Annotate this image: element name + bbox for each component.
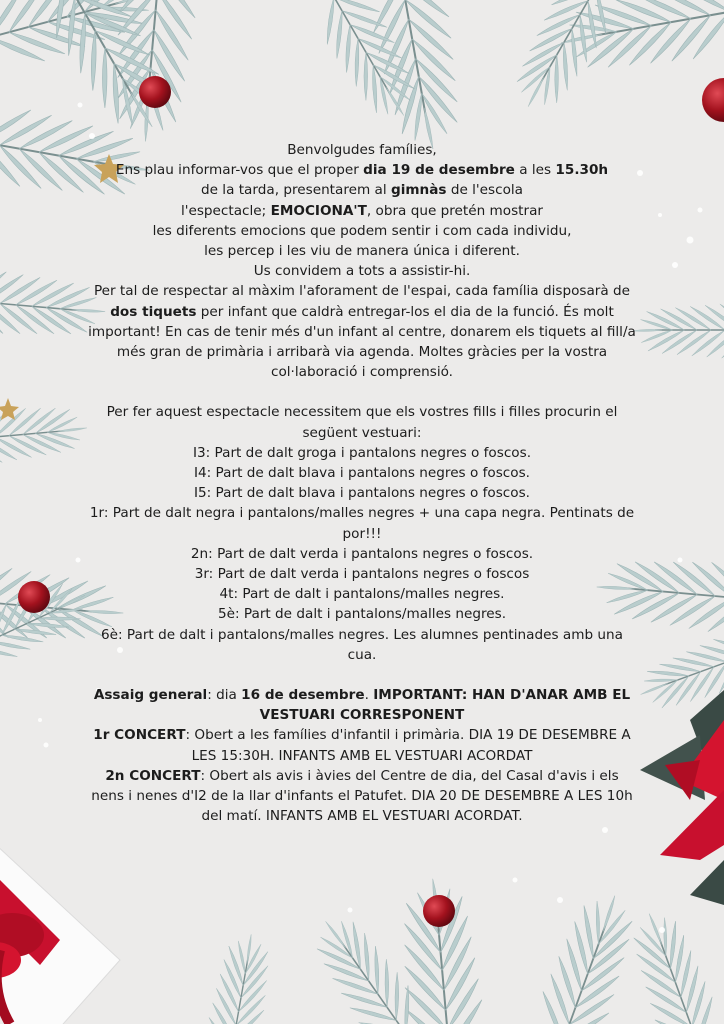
show-date: dia 19 de desembre [363,162,515,179]
tickets-count: dos tiquets [110,303,197,320]
greeting: Benvolgudes famílies, [287,142,437,158]
list-item: I5: Part de dalt blava i pantalons negres o foscos. [194,485,530,502]
show-title: EMOCIONA'T [270,202,367,219]
list-item: 4t: Part de dalt i pantalons/malles negres. [219,586,505,603]
list-item: 3r: Part de dalt verda i pantalons negres o foscos [194,566,530,583]
costume-list [88,443,636,665]
concert-1-info: 1r CONCERT: Obert a les famílies d'infantil i primària. DIA 19 DE DESEMBRE A LES 15:30H. INFANTS AMB EL VESTUARI ACORDAT [93,727,631,764]
list-item: I4: Part de dalt blava i pantalons negres o foscos. [194,465,530,482]
letter-body [88,140,636,827]
list-item: 2n: Part de dalt verda i pantalons negres o foscos. [190,545,534,562]
concert-2-info: 2n CONCERT: Obert als avis i àvies del Centre de dia, del Casal d'avis i els nens i nenes d'I2 de la llar d'infants el Patufet. DIA 20 DE DESEMBRE A LES 10h del matí. INFANTS AMB EL VESTUARI ACORDAT. [91,767,633,825]
tickets-paragraph: Per tal de respectar al màxim l'aforament de l'espai, cada família disposarà de dos tiquets per infant que caldrà entregar-los el dia de la funció. És molt important! En cas de tenir més d'un infant al centre, donarem els tiquets al fill/a més gran de primària i arribarà via agenda. Moltes gràcies per la vostra col·laboració i comprensió. [88,283,636,381]
costume-intro: Per fer aquest espectacle necessitem que els vostres fills i filles procurin el següent vestuari: [106,404,618,441]
show-time: 15.30h [555,162,609,179]
poinsettia-icon [640,690,724,905]
list-item: I3: Part de dalt groga i pantalons negres o foscos. [192,444,532,461]
list-item: 5è: Part de dalt i pantalons/malles negres. [217,606,507,623]
rehearsal-info: Assaig general: dia 16 de desembre. IMPORTANT: HAN D'ANAR AMB EL VESTUARI CORRESPONENT [93,687,631,724]
list-item: 6è: Part de dalt i pantalons/malles negres. Les alumnes pentinades amb una cua. [101,626,623,663]
list-item: 1r: Part de dalt negra i pantalons/malles negres + una capa negra. Pentinats de por!!! [89,505,635,542]
intro-paragraph: Ens plau informar-vos que el proper dia 19 de desembre a les 15.30h de la tarda, presentarem al gimnàs de l'escola l'espectacle; EMOCIONA'T, obra que pretén mostrar les diferents emocions que podem sentir i com cada individu, les percep i les viu de manera única i diferent. Us convidem a tots a assistir-hi. [115,162,609,280]
gift-box-icon [0,830,120,1024]
show-venue: gimnàs [391,182,447,199]
